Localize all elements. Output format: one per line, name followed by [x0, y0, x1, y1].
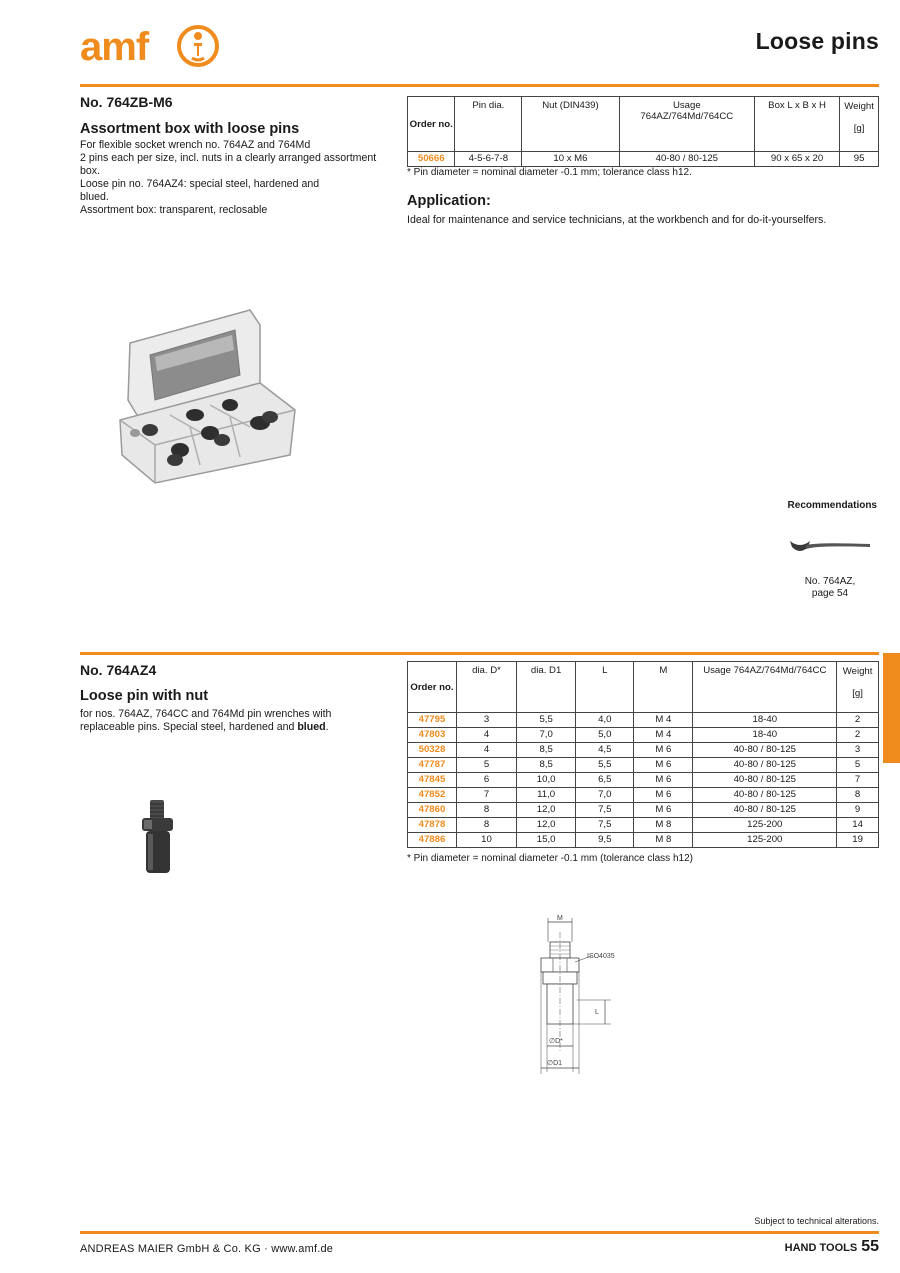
table-row	[408, 758, 879, 773]
table-cell: M 4	[634, 713, 693, 728]
table-cell: 5,0	[576, 728, 634, 743]
recommendation-line: page 54	[811, 588, 849, 599]
table-cell: 6	[456, 773, 516, 788]
table-cell: M 6	[634, 758, 693, 773]
table-cell: 8	[837, 788, 879, 803]
table-cell: 12,0	[517, 818, 576, 833]
table-cell: 18-40	[693, 713, 837, 728]
table-cell: 95	[840, 152, 879, 167]
order-number[interactable]: 47787	[408, 758, 457, 773]
table-cell: M 6	[634, 773, 693, 788]
weight-unit: [g]	[853, 123, 865, 134]
section1-desc-line: For flexible socket wrench no. 764AZ and 764Md	[80, 139, 311, 151]
col-order-no: Order no.	[408, 662, 457, 713]
table-cell: 4,5	[576, 743, 634, 758]
order-number[interactable]: 47803	[408, 728, 457, 743]
table-cell: 11,0	[517, 788, 576, 803]
table-cell: M 6	[634, 743, 693, 758]
weight-unit: [g]	[852, 688, 863, 699]
table-cell: 9	[837, 803, 879, 818]
table-cell: 90 x 65 x 20	[754, 152, 839, 167]
table-cell: 4	[456, 743, 516, 758]
table-row	[408, 728, 879, 743]
table-row	[408, 773, 879, 788]
table-cell: 8	[456, 803, 516, 818]
side-tab	[883, 653, 900, 763]
footer-divider	[80, 1231, 879, 1234]
drawing-label-m: M	[557, 915, 563, 922]
col-weight	[840, 97, 879, 152]
table-cell: 7,0	[517, 728, 576, 743]
table-cell: 4,0	[576, 713, 634, 728]
drawing-label-l: L	[595, 1009, 599, 1016]
table-row	[408, 803, 879, 818]
table-cell: 40-80 / 80-125	[693, 803, 837, 818]
table-row	[408, 788, 879, 803]
table-row	[408, 833, 879, 848]
table-cell: 10,0	[517, 773, 576, 788]
table-cell: 3	[837, 743, 879, 758]
order-number[interactable]: 50666	[408, 152, 455, 167]
col-box: Box L x B x H	[754, 97, 839, 152]
table-cell: 40-80 / 80-125	[693, 743, 837, 758]
section-divider	[80, 652, 879, 655]
section1-desc-line: Loose pin no. 764AZ4: special steel, hardened and blued.	[80, 178, 320, 203]
col-order-no: Order no.	[408, 97, 455, 152]
table-cell: 15,0	[517, 833, 576, 848]
application-text: Ideal for maintenance and service technicians, at the workbench and for do-it-yourselfers.	[407, 214, 827, 226]
footer-category: HAND TOOLS	[784, 1242, 858, 1254]
table-cell: 40-80 / 80-125	[693, 788, 837, 803]
desc-bold: blued	[297, 721, 326, 733]
table-cell: 2	[837, 728, 879, 743]
drawing-label-d1: ∅D1	[547, 1060, 563, 1067]
section1-number: No. 764ZB-M6	[80, 94, 173, 110]
header-divider	[80, 84, 879, 87]
order-number[interactable]: 47860	[408, 803, 457, 818]
table-cell: 5	[837, 758, 879, 773]
col-m: M	[634, 662, 693, 713]
loose-pin-icon	[135, 798, 180, 876]
col-usage: Usage 764AZ/764Md/764CC	[693, 662, 837, 713]
table-cell: 4-5-6-7-8	[455, 152, 522, 167]
table-cell: 8,5	[517, 743, 576, 758]
table-cell: 14	[837, 818, 879, 833]
table-cell: M 6	[634, 803, 693, 818]
section2-title: Loose pin with nut	[80, 688, 209, 704]
drawing-label-d: ∅D*	[549, 1038, 563, 1045]
recommendation-text[interactable]	[785, 576, 875, 600]
table-cell: 5,5	[517, 713, 576, 728]
section1-footnote: * Pin diameter = nominal diameter -0.1 mm; tolerance class h12.	[407, 167, 692, 178]
section2-desc-line: for nos. 764AZ, 764CC and 764Md pin wrenches with	[80, 708, 332, 720]
page-number: 55	[861, 1238, 879, 1255]
section2-footnote: * Pin diameter = nominal diameter -0.1 mm (tolerance class h12)	[407, 853, 693, 864]
table-cell: 7,0	[576, 788, 634, 803]
table-cell: 7,5	[576, 818, 634, 833]
subject-note: Subject to technical alterations.	[754, 1216, 879, 1226]
table-cell: M 8	[634, 818, 693, 833]
table-cell: M 4	[634, 728, 693, 743]
table-row	[408, 743, 879, 758]
table-cell: 8,5	[517, 758, 576, 773]
col-weight	[837, 662, 879, 713]
logo-text: amf	[80, 25, 149, 69]
table-body	[408, 713, 879, 848]
order-number[interactable]: 47852	[408, 788, 457, 803]
table-cell: 10 x M6	[522, 152, 620, 167]
assortment-box-icon	[110, 305, 300, 485]
application-title: Application:	[407, 193, 491, 209]
section1-description	[80, 139, 380, 217]
order-number[interactable]: 47878	[408, 818, 457, 833]
section1-desc-line: Assortment box: transparent, reclosable	[80, 204, 268, 216]
recommendations-title: Recommendations	[787, 500, 877, 511]
footer-company[interactable]: ANDREAS MAIER GmbH & Co. KG · www.amf.de	[80, 1243, 334, 1255]
table-cell: 125-200	[693, 833, 837, 848]
section2-number: No. 764AZ4	[80, 662, 157, 678]
table-cell: 18-40	[693, 728, 837, 743]
table-cell: M 8	[634, 833, 693, 848]
table-cell: 40-80 / 80-125	[693, 773, 837, 788]
amf-logo	[80, 24, 220, 70]
table-cell: 2	[837, 713, 879, 728]
col-nut: Nut (DIN439)	[522, 97, 620, 152]
weight-label: Weight	[842, 666, 873, 677]
table-cell: 10	[456, 833, 516, 848]
section1-desc-line: 2 pins each per size, incl. nuts in a clearly arranged assortment box.	[80, 152, 377, 177]
table-cell: M 6	[634, 788, 693, 803]
table-cell: 5,5	[576, 758, 634, 773]
col-dia-d: dia. D*	[456, 662, 516, 713]
section1-table	[407, 96, 879, 167]
footer-page-info	[785, 1238, 879, 1256]
table-cell: 7	[456, 788, 516, 803]
table-cell: 4	[456, 728, 516, 743]
pin-wrench-icon[interactable]	[788, 533, 872, 559]
col-dia-d1: dia. D1	[517, 662, 576, 713]
section2-description	[80, 708, 380, 734]
table-cell: 7	[837, 773, 879, 788]
drawing-label-iso: ISO4035	[587, 953, 615, 960]
technical-drawing	[525, 912, 635, 1077]
table-cell: 9,5	[576, 833, 634, 848]
page-title: Loose pins	[755, 28, 879, 54]
table-cell: 40-80 / 80-125	[693, 758, 837, 773]
table-row	[408, 713, 879, 728]
table-row	[408, 818, 879, 833]
table-cell: 5	[456, 758, 516, 773]
desc-text: .	[325, 721, 329, 733]
table-cell: 40-80 / 80-125	[619, 152, 754, 167]
order-number[interactable]: 47886	[408, 833, 457, 848]
table-cell: 125-200	[693, 818, 837, 833]
table-cell: 19	[837, 833, 879, 848]
order-number[interactable]: 47845	[408, 773, 457, 788]
recommendation-line: No. 764AZ,	[804, 576, 856, 587]
section2-desc-line	[80, 721, 380, 734]
col-l: L	[576, 662, 634, 713]
table-cell: 12,0	[517, 803, 576, 818]
weight-label: Weight	[844, 101, 874, 112]
col-pin-dia: Pin dia.	[455, 97, 522, 152]
table-cell: 6,5	[576, 773, 634, 788]
table-cell: 8	[456, 818, 516, 833]
section1-title: Assortment box with loose pins	[80, 121, 300, 137]
table-row	[408, 152, 879, 167]
table-cell: 7,5	[576, 803, 634, 818]
table-cell: 3	[456, 713, 516, 728]
section2-table	[407, 661, 879, 848]
desc-text: replaceable pins. Special steel, hardened and	[80, 721, 298, 733]
order-number[interactable]: 47795	[408, 713, 457, 728]
order-number[interactable]: 50328	[408, 743, 457, 758]
col-usage: Usage 764AZ/764Md/764CC	[619, 97, 754, 152]
